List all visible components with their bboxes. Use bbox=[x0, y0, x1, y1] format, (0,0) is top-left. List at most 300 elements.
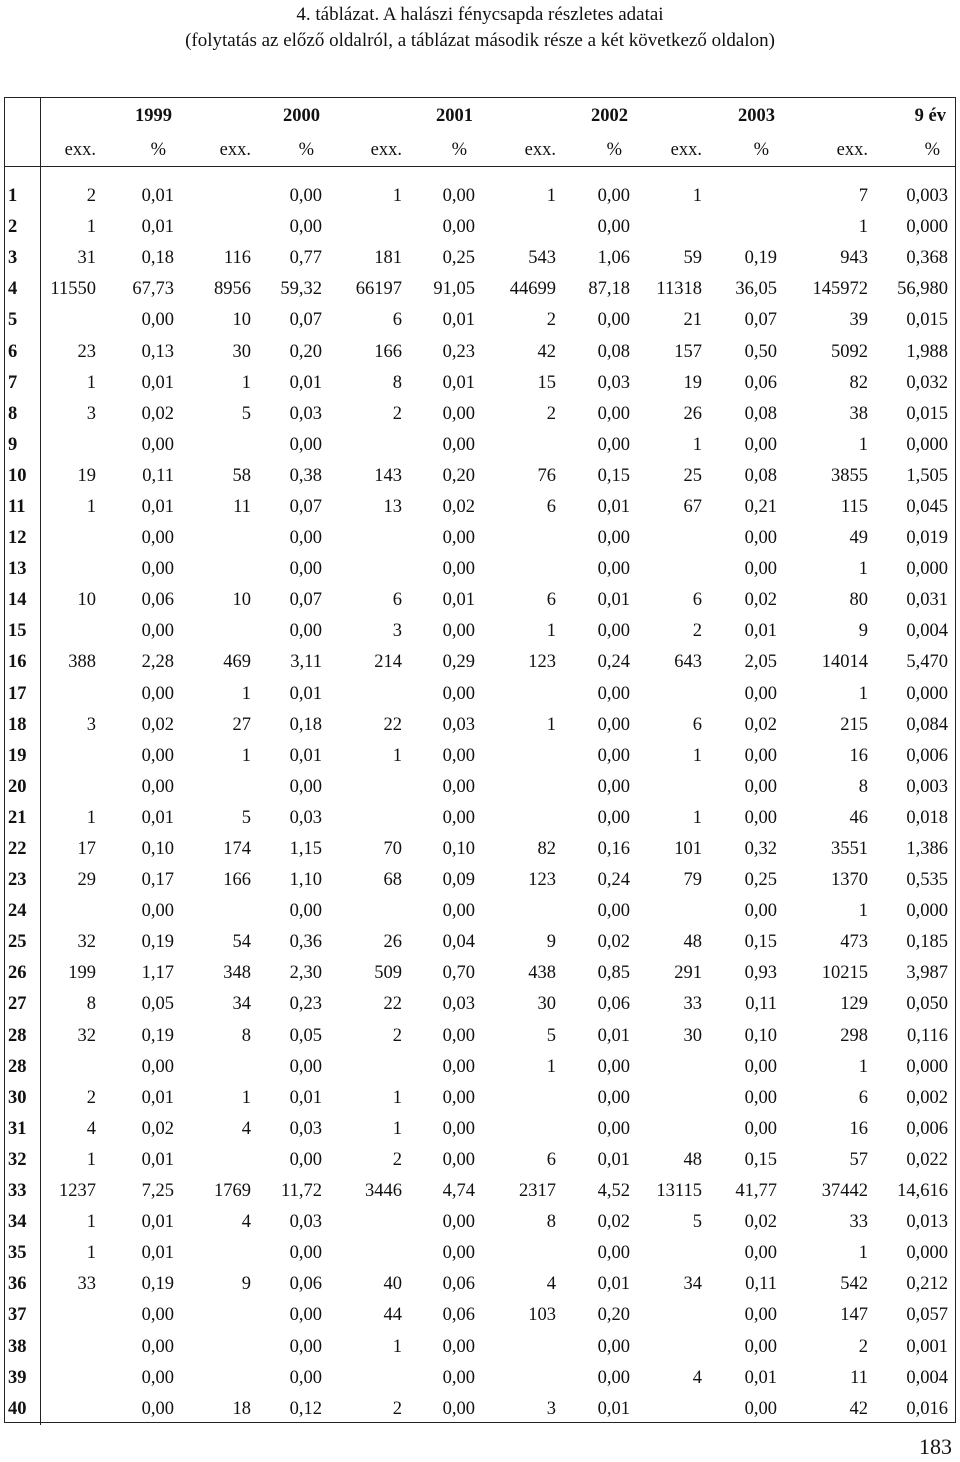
count-cell: 30 bbox=[537, 994, 556, 1015]
count-cell: 115 bbox=[840, 496, 868, 517]
count-cell: 129 bbox=[840, 994, 868, 1015]
table-row bbox=[4, 1083, 956, 1114]
separator-cell bbox=[255, 167, 330, 182]
percent-cell: 4,52 bbox=[597, 1181, 630, 1202]
percent-cell: 0,03 bbox=[289, 807, 322, 828]
count-cell: 29 bbox=[77, 870, 96, 891]
percent-cell: 1,386 bbox=[906, 839, 948, 860]
percent-cell: 1,988 bbox=[906, 341, 948, 362]
row-label: 13 bbox=[4, 554, 40, 585]
percent-cell: 0,00 bbox=[597, 714, 630, 735]
year-header: 1999 bbox=[40, 98, 182, 135]
count-cell: 3446 bbox=[365, 1181, 402, 1202]
count-cell: 18 bbox=[232, 1398, 251, 1419]
percent-cell: 0,01 bbox=[744, 1367, 777, 1388]
percent-cell: 0,06 bbox=[289, 1274, 322, 1295]
percent-cell: 0,004 bbox=[906, 1367, 948, 1388]
count-cell: 26 bbox=[683, 403, 702, 424]
percent-cell: 0,00 bbox=[597, 683, 630, 704]
percent-cell: 0,000 bbox=[906, 434, 948, 455]
percent-cell: 0,03 bbox=[289, 403, 322, 424]
percent-cell: 0,01 bbox=[141, 807, 174, 828]
row-label: 8 bbox=[4, 399, 40, 430]
count-cell: 174 bbox=[223, 839, 251, 860]
percent-cell: 3,11 bbox=[290, 652, 322, 673]
percent-cell: 0,00 bbox=[442, 776, 475, 797]
count-cell bbox=[40, 741, 100, 772]
percent-cell: 2,05 bbox=[744, 652, 777, 673]
percent-cell: 0,07 bbox=[744, 310, 777, 331]
count-cell: 2 bbox=[692, 621, 702, 642]
count-cell: 2 bbox=[392, 1025, 402, 1046]
count-cell: 5 bbox=[241, 807, 251, 828]
percent-cell: 0,015 bbox=[906, 403, 948, 424]
percent-cell: 0,08 bbox=[744, 465, 777, 486]
table-row bbox=[4, 1300, 956, 1331]
count-cell: 3551 bbox=[831, 839, 868, 860]
percent-cell: 0,77 bbox=[289, 248, 322, 269]
percent-cell: 0,00 bbox=[141, 434, 174, 455]
percent-cell: 0,00 bbox=[289, 776, 322, 797]
percent-cell: 0,19 bbox=[141, 932, 174, 953]
percent-cell: 0,01 bbox=[442, 590, 475, 611]
percent-cell: 0,00 bbox=[597, 217, 630, 238]
count-cell bbox=[638, 772, 706, 803]
count-cell bbox=[638, 1394, 706, 1425]
separator-cell bbox=[785, 167, 872, 182]
percent-cell: 0,01 bbox=[597, 590, 630, 611]
count-cell bbox=[638, 523, 706, 554]
table-row bbox=[4, 989, 956, 1020]
percent-cell: 0,29 bbox=[442, 652, 475, 673]
percent-cell: 0,00 bbox=[442, 1212, 475, 1233]
percent-cell: 0,00 bbox=[744, 1398, 777, 1419]
count-cell: 49 bbox=[849, 528, 868, 549]
count-cell bbox=[40, 1052, 100, 1083]
percent-cell: 0,01 bbox=[442, 310, 475, 331]
count-cell: 3855 bbox=[831, 465, 868, 486]
percent-cell: 0,00 bbox=[141, 1398, 174, 1419]
percent-cell: 0,02 bbox=[744, 1212, 777, 1233]
percent-cell: 36,05 bbox=[735, 279, 777, 300]
percent-cell: 0,00 bbox=[744, 807, 777, 828]
percent-cell: 0,00 bbox=[289, 186, 322, 207]
count-cell bbox=[40, 616, 100, 647]
percent-cell: 0,00 bbox=[141, 310, 174, 331]
percent-cell: 0,06 bbox=[744, 372, 777, 393]
table-row bbox=[4, 1331, 956, 1362]
percent-cell: 0,85 bbox=[597, 963, 630, 984]
count-cell bbox=[40, 1300, 100, 1331]
percent-cell: 0,00 bbox=[597, 1243, 630, 1264]
percent-cell: 0,00 bbox=[289, 1149, 322, 1170]
percent-cell: 0,00 bbox=[141, 621, 174, 642]
count-cell: 5092 bbox=[831, 341, 868, 362]
count-cell bbox=[182, 1363, 255, 1394]
table-row bbox=[4, 368, 956, 399]
count-cell: 215 bbox=[840, 714, 868, 735]
count-cell bbox=[483, 803, 560, 834]
count-cell: 348 bbox=[223, 963, 251, 984]
table-row bbox=[4, 274, 956, 305]
row-label: 25 bbox=[4, 927, 40, 958]
count-cell bbox=[40, 772, 100, 803]
count-cell: 33 bbox=[683, 994, 702, 1015]
count-cell bbox=[40, 430, 100, 461]
count-cell: 59 bbox=[683, 248, 702, 269]
row-label: 24 bbox=[4, 896, 40, 927]
percent-cell: 11,72 bbox=[281, 1181, 322, 1202]
percent-cell: 0,01 bbox=[744, 621, 777, 642]
percent-cell: 0,20 bbox=[597, 1305, 630, 1326]
row-label: 20 bbox=[4, 772, 40, 803]
count-cell: 2 bbox=[392, 403, 402, 424]
percent-cell: 0,00 bbox=[597, 559, 630, 580]
percent-cell: 0,00 bbox=[141, 776, 174, 797]
percent-cell: 0,03 bbox=[442, 714, 475, 735]
count-cell: 5 bbox=[692, 1212, 702, 1233]
separator-cell bbox=[560, 167, 638, 182]
count-cell: 6 bbox=[392, 590, 402, 611]
count-cell: 13 bbox=[383, 496, 402, 517]
percent-cell bbox=[706, 212, 785, 243]
count-cell: 1 bbox=[858, 1243, 868, 1264]
percent-cell: 0,00 bbox=[744, 559, 777, 580]
count-cell: 4 bbox=[546, 1274, 556, 1295]
percent-cell: 0,18 bbox=[289, 714, 322, 735]
percent-cell: 0,05 bbox=[141, 994, 174, 1015]
count-cell: 298 bbox=[840, 1025, 868, 1046]
percent-cell: 0,13 bbox=[141, 341, 174, 362]
sub-header-pct: % bbox=[150, 139, 166, 160]
percent-cell: 0,00 bbox=[442, 1118, 475, 1139]
separator-cell bbox=[406, 167, 483, 182]
count-cell: 1 bbox=[392, 1087, 402, 1108]
count-cell: 11 bbox=[850, 1367, 868, 1388]
percent-cell: 0,24 bbox=[597, 652, 630, 673]
sub-header-exx: exx. bbox=[670, 139, 702, 160]
percent-cell: 0,02 bbox=[141, 1118, 174, 1139]
count-cell bbox=[483, 1331, 560, 1362]
count-cell: 67 bbox=[683, 496, 702, 517]
count-cell: 34 bbox=[232, 994, 251, 1015]
table-row bbox=[4, 1176, 956, 1207]
percent-cell: 0,01 bbox=[597, 1274, 630, 1295]
percent-cell: 0,11 bbox=[142, 465, 174, 486]
percent-cell: 0,03 bbox=[289, 1212, 322, 1233]
count-cell: 4 bbox=[86, 1118, 96, 1139]
count-cell: 4 bbox=[241, 1212, 251, 1233]
percent-cell: 0,00 bbox=[744, 1118, 777, 1139]
count-cell: 11 bbox=[233, 496, 251, 517]
count-cell: 3 bbox=[546, 1398, 556, 1419]
percent-cell: 0,11 bbox=[745, 1274, 777, 1295]
percent-cell: 0,00 bbox=[744, 1305, 777, 1326]
header-corner bbox=[4, 98, 40, 135]
count-cell: 1 bbox=[241, 1087, 251, 1108]
table-row bbox=[4, 803, 956, 834]
count-cell: 1 bbox=[858, 559, 868, 580]
count-cell: 22 bbox=[383, 994, 402, 1015]
count-cell: 9 bbox=[858, 621, 868, 642]
row-label: 4 bbox=[4, 274, 40, 305]
percent-cell: 0,368 bbox=[906, 248, 948, 269]
percent-cell: 41,77 bbox=[735, 1181, 777, 1202]
percent-cell: 0,00 bbox=[442, 1056, 475, 1077]
count-cell: 1 bbox=[546, 714, 556, 735]
percent-cell: 7,25 bbox=[141, 1181, 174, 1202]
count-cell bbox=[182, 212, 255, 243]
count-cell: 1 bbox=[546, 186, 556, 207]
percent-cell: 0,02 bbox=[597, 932, 630, 953]
percent-cell: 0,24 bbox=[597, 870, 630, 891]
percent-cell: 0,00 bbox=[442, 1398, 475, 1419]
percent-cell: 0,185 bbox=[906, 932, 948, 953]
count-cell: 38 bbox=[849, 403, 868, 424]
percent-cell: 0,00 bbox=[442, 1149, 475, 1170]
percent-cell: 0,20 bbox=[442, 465, 475, 486]
sub-header-pct: % bbox=[753, 139, 769, 160]
row-label: 34 bbox=[4, 1207, 40, 1238]
percent-cell: 0,022 bbox=[906, 1149, 948, 1170]
percent-cell: 0,006 bbox=[906, 1118, 948, 1139]
percent-cell: 0,01 bbox=[289, 1087, 322, 1108]
separator-cell bbox=[330, 167, 406, 182]
percent-cell: 0,002 bbox=[906, 1087, 948, 1108]
percent-cell: 0,057 bbox=[906, 1305, 948, 1326]
count-cell: 1 bbox=[241, 745, 251, 766]
table-row bbox=[4, 243, 956, 274]
count-cell: 1 bbox=[392, 1336, 402, 1357]
count-cell: 40 bbox=[383, 1274, 402, 1295]
percent-cell: 0,00 bbox=[289, 901, 322, 922]
count-cell: 1 bbox=[392, 745, 402, 766]
count-cell: 1 bbox=[858, 217, 868, 238]
percent-cell: 0,01 bbox=[141, 1087, 174, 1108]
percent-cell: 0,00 bbox=[442, 683, 475, 704]
count-cell: 27 bbox=[232, 714, 251, 735]
count-cell bbox=[330, 896, 406, 927]
table-row bbox=[4, 1363, 956, 1394]
percent-cell: 0,003 bbox=[906, 186, 948, 207]
table-row bbox=[4, 927, 956, 958]
table-row bbox=[4, 1207, 956, 1238]
percent-cell: 0,38 bbox=[289, 465, 322, 486]
count-cell bbox=[638, 896, 706, 927]
row-label: 19 bbox=[4, 741, 40, 772]
count-cell: 3 bbox=[392, 621, 402, 642]
percent-cell: 0,03 bbox=[597, 372, 630, 393]
count-cell: 147 bbox=[840, 1305, 868, 1326]
percent-cell: 0,00 bbox=[597, 310, 630, 331]
percent-cell: 4,74 bbox=[442, 1181, 475, 1202]
count-cell bbox=[483, 1363, 560, 1394]
percent-cell: 0,00 bbox=[744, 528, 777, 549]
row-label: 33 bbox=[4, 1176, 40, 1207]
percent-cell: 0,00 bbox=[744, 1056, 777, 1077]
percent-cell: 0,07 bbox=[289, 590, 322, 611]
percent-cell: 0,00 bbox=[442, 559, 475, 580]
sub-header-exx: exx. bbox=[836, 139, 868, 160]
percent-cell: 0,36 bbox=[289, 932, 322, 953]
count-cell: 16 bbox=[849, 745, 868, 766]
percent-cell: 0,003 bbox=[906, 776, 948, 797]
percent-cell: 0,01 bbox=[597, 1398, 630, 1419]
count-cell: 1 bbox=[86, 372, 96, 393]
table-row bbox=[4, 1145, 956, 1176]
percent-cell: 0,000 bbox=[906, 683, 948, 704]
table-row bbox=[4, 430, 956, 461]
row-label: 3 bbox=[4, 243, 40, 274]
row-label: 31 bbox=[4, 1114, 40, 1145]
row-label: 2 bbox=[4, 212, 40, 243]
count-cell: 42 bbox=[849, 1398, 868, 1419]
percent-cell: 0,19 bbox=[141, 1274, 174, 1295]
count-cell bbox=[483, 212, 560, 243]
count-cell: 1 bbox=[86, 1212, 96, 1233]
percent-cell: 0,031 bbox=[906, 590, 948, 611]
table-row bbox=[4, 554, 956, 585]
count-cell: 1 bbox=[241, 683, 251, 704]
count-cell: 11550 bbox=[50, 279, 96, 300]
count-cell: 19 bbox=[77, 465, 96, 486]
count-cell: 1 bbox=[86, 1243, 96, 1264]
percent-cell: 1,15 bbox=[289, 839, 322, 860]
count-cell: 54 bbox=[232, 932, 251, 953]
count-cell: 145972 bbox=[812, 279, 868, 300]
table-row bbox=[4, 647, 956, 678]
count-cell bbox=[638, 1052, 706, 1083]
count-cell bbox=[40, 679, 100, 710]
percent-cell: 14,616 bbox=[897, 1181, 948, 1202]
count-cell: 103 bbox=[528, 1305, 556, 1326]
count-cell: 39 bbox=[849, 310, 868, 331]
table-row bbox=[4, 1021, 956, 1052]
count-cell bbox=[40, 305, 100, 336]
count-cell bbox=[483, 741, 560, 772]
count-cell bbox=[40, 896, 100, 927]
count-cell bbox=[638, 212, 706, 243]
percent-cell: 0,02 bbox=[597, 1212, 630, 1233]
percent-cell: 0,00 bbox=[442, 1367, 475, 1388]
count-cell: 1 bbox=[86, 807, 96, 828]
percent-cell: 0,00 bbox=[442, 1087, 475, 1108]
percent-cell: 0,001 bbox=[906, 1336, 948, 1357]
sub-header-pct: % bbox=[606, 139, 622, 160]
table-row bbox=[4, 585, 956, 616]
count-cell: 22 bbox=[383, 714, 402, 735]
count-cell bbox=[182, 554, 255, 585]
count-cell bbox=[182, 896, 255, 927]
percent-cell: 0,19 bbox=[744, 248, 777, 269]
percent-cell: 0,00 bbox=[442, 901, 475, 922]
table-row bbox=[4, 399, 956, 430]
table-row bbox=[4, 1394, 956, 1425]
table-row bbox=[4, 1052, 956, 1083]
count-cell: 6 bbox=[392, 310, 402, 331]
count-cell bbox=[182, 181, 255, 212]
count-cell bbox=[483, 1114, 560, 1145]
year-header: 2001 bbox=[330, 98, 483, 135]
count-cell: 4 bbox=[241, 1118, 251, 1139]
percent-cell: 0,00 bbox=[141, 683, 174, 704]
count-cell: 33 bbox=[77, 1274, 96, 1295]
percent-cell: 0,15 bbox=[744, 1149, 777, 1170]
percent-cell: 0,02 bbox=[442, 496, 475, 517]
sub-header-exx: exx. bbox=[524, 139, 556, 160]
percent-cell: 3,987 bbox=[906, 963, 948, 984]
count-cell: 2 bbox=[546, 403, 556, 424]
count-cell bbox=[483, 679, 560, 710]
count-cell: 6 bbox=[692, 714, 702, 735]
percent-cell bbox=[706, 181, 785, 212]
percent-cell: 0,006 bbox=[906, 745, 948, 766]
percent-cell: 0,93 bbox=[744, 963, 777, 984]
count-cell bbox=[182, 430, 255, 461]
percent-cell: 0,00 bbox=[597, 528, 630, 549]
count-cell: 44 bbox=[383, 1305, 402, 1326]
sub-header-pct: % bbox=[451, 139, 467, 160]
percent-cell: 0,02 bbox=[744, 590, 777, 611]
percent-cell: 0,00 bbox=[597, 1367, 630, 1388]
percent-cell: 0,01 bbox=[597, 1025, 630, 1046]
count-cell bbox=[330, 523, 406, 554]
percent-cell: 0,116 bbox=[907, 1025, 948, 1046]
count-cell bbox=[40, 1363, 100, 1394]
percent-cell: 0,00 bbox=[442, 1243, 475, 1264]
percent-cell: 0,00 bbox=[442, 807, 475, 828]
count-cell: 1 bbox=[86, 1149, 96, 1170]
percent-cell: 0,03 bbox=[289, 1118, 322, 1139]
percent-cell: 0,00 bbox=[141, 1305, 174, 1326]
row-label: 30 bbox=[4, 1083, 40, 1114]
percent-cell: 0,06 bbox=[597, 994, 630, 1015]
count-cell: 2317 bbox=[519, 1181, 556, 1202]
count-cell: 14014 bbox=[821, 652, 868, 673]
percent-cell: 0,000 bbox=[906, 1243, 948, 1264]
count-cell: 70 bbox=[383, 839, 402, 860]
year-header: 9 év bbox=[785, 98, 956, 135]
percent-cell: 87,18 bbox=[588, 279, 630, 300]
count-cell bbox=[638, 1300, 706, 1331]
percent-cell: 0,00 bbox=[744, 776, 777, 797]
percent-cell: 2,28 bbox=[141, 652, 174, 673]
count-cell bbox=[330, 772, 406, 803]
header-corner bbox=[4, 134, 40, 167]
percent-cell: 0,01 bbox=[289, 372, 322, 393]
table-row bbox=[4, 1114, 956, 1145]
percent-cell: 0,015 bbox=[906, 310, 948, 331]
count-cell bbox=[40, 523, 100, 554]
percent-cell: 0,00 bbox=[597, 434, 630, 455]
count-cell: 509 bbox=[374, 963, 402, 984]
percent-cell: 2,30 bbox=[289, 963, 322, 984]
count-cell: 11318 bbox=[656, 279, 702, 300]
count-cell: 10215 bbox=[821, 963, 868, 984]
separator-cell bbox=[100, 167, 182, 182]
count-cell bbox=[330, 554, 406, 585]
percent-cell: 0,535 bbox=[906, 870, 948, 891]
row-label: 14 bbox=[4, 585, 40, 616]
count-cell: 76 bbox=[537, 465, 556, 486]
data-table bbox=[4, 97, 956, 1425]
count-cell bbox=[330, 1363, 406, 1394]
table-row bbox=[4, 741, 956, 772]
row-label: 26 bbox=[4, 958, 40, 989]
count-cell: 2 bbox=[392, 1398, 402, 1419]
row-label: 17 bbox=[4, 679, 40, 710]
percent-cell: 0,20 bbox=[289, 341, 322, 362]
